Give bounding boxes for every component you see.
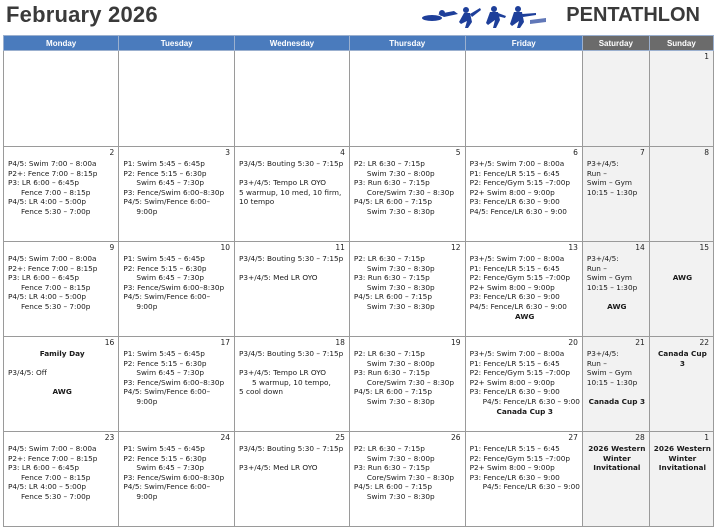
- event-line: P3: Run 6:30 – 7:15p: [353, 368, 430, 378]
- event-line: Swim 7:30 – 8:30p: [366, 263, 435, 273]
- event-line: P4/5: LR 6:00 – 7:15p: [353, 387, 432, 397]
- day-cell[interactable]: [349, 242, 465, 337]
- event-line: Run –: [586, 358, 607, 368]
- event-line: 5 warmup, 10 med, 10 firm,: [239, 187, 342, 197]
- day-number: 6: [573, 148, 578, 157]
- event-line: P2+ Swim 8:00 – 9:00p: [469, 187, 555, 197]
- event-line: P2+ Swim 8:00 – 9:00p: [469, 463, 555, 473]
- event-line: Swim 6:45 – 7:30p: [136, 273, 205, 283]
- event-line: P3/4/5: Off: [8, 368, 47, 378]
- day-cell[interactable]: [465, 337, 582, 432]
- day-events: [466, 242, 582, 321]
- event-line: P2: Fence 5:15 – 6:30p: [123, 453, 207, 463]
- event-line: [239, 454, 347, 464]
- event-line: [239, 264, 347, 274]
- day-cell[interactable]: [465, 147, 582, 242]
- day-cell[interactable]: [465, 51, 582, 147]
- event-line: [587, 292, 647, 302]
- event-line: 10:15 – 1:30p: [586, 377, 638, 387]
- day-cell[interactable]: [649, 51, 713, 147]
- event-line: P4/5: LR 4:00 – 5:00p: [8, 197, 87, 207]
- day-number: 19: [451, 338, 461, 347]
- event-line: P3: Fence/Swim 6:00–8:30p: [123, 187, 225, 197]
- day-cell[interactable]: [582, 242, 649, 337]
- event-line: P3: Fence/LR 6:30 – 9:00: [469, 387, 560, 397]
- week-row: [4, 337, 714, 432]
- day-number: 1: [704, 52, 709, 61]
- day-events: [235, 337, 349, 397]
- event-line: P1: Fence/LR 5:15 – 6:45: [469, 444, 560, 453]
- day-cell[interactable]: [649, 337, 713, 432]
- event-highlight: Canada Cup: [657, 349, 707, 358]
- event-line: P2: LR 6:30 – 7:15p: [353, 254, 425, 263]
- event-line: P4/5: Swim/Fence 6:00–: [123, 292, 211, 302]
- day-number: 28: [635, 433, 645, 442]
- event-line: P4/5: LR 4:00 – 5:00p: [8, 292, 87, 302]
- day-events: [350, 51, 465, 63]
- event-highlight: AWG: [52, 387, 72, 397]
- event-line: Swim – Gym: [586, 273, 632, 283]
- day-events: [4, 337, 118, 397]
- day-cell[interactable]: [235, 147, 350, 242]
- day-cell[interactable]: [465, 432, 582, 527]
- event-line: P3+/4/5:: [586, 159, 619, 168]
- day-number: 15: [699, 243, 709, 252]
- event-line: P2: Fence/Gym 5:15 –7:00p: [469, 368, 571, 378]
- event-line: 9:00p: [136, 491, 158, 501]
- event-line: P4/5: Swim 7:00 – 8:00a: [8, 254, 97, 263]
- day-events: [119, 432, 234, 502]
- day-number: 20: [568, 338, 578, 347]
- day-events: [235, 147, 349, 207]
- event-line: P3+/4/5: Med LR OYO: [239, 273, 318, 283]
- day-number: 24: [220, 433, 231, 442]
- day-events: [119, 147, 234, 217]
- day-events: [4, 432, 118, 502]
- event-line: P1: Swim 5:45 – 6:45p: [123, 254, 205, 263]
- calendar-title: February 2026: [6, 2, 158, 27]
- day-cell[interactable]: [349, 147, 465, 242]
- event-line: Swim 7:30 – 8:30p: [366, 301, 435, 311]
- event-line: Swim – Gym: [586, 368, 632, 378]
- event-line: P2+: Fence 7:00 – 8:15p: [8, 453, 98, 463]
- event-highlight: Winter: [668, 453, 697, 463]
- day-number: 14: [635, 243, 645, 252]
- day-events: [235, 242, 349, 283]
- event-line: P4/5: Fence/LR 6:30 – 9:00: [469, 301, 567, 311]
- event-highlight: AWG: [515, 311, 535, 321]
- event-line: Core/Swim 7:30 – 8:30p: [366, 472, 454, 482]
- day-events: [350, 432, 465, 502]
- day-number: 13: [568, 243, 578, 252]
- weekday-header: Wednesday: [235, 36, 350, 51]
- day-number: 23: [104, 433, 115, 442]
- event-line: P2: Fence/Gym 5:15 –7:00p: [469, 273, 571, 283]
- event-line: P3/4/5: Bouting 5:30 – 7:15p: [239, 254, 344, 263]
- event-line: [239, 359, 347, 369]
- event-highlight: 2026 Western: [653, 444, 711, 453]
- event-line: P3+/4/5: Tempo LR OYO: [239, 178, 326, 188]
- event-line: P3: Run 6:30 – 7:15p: [353, 463, 430, 473]
- event-line: P3+/4/5: Tempo LR OYO: [239, 368, 326, 378]
- event-line: P4/5: LR 4:00 – 5:00p: [8, 482, 87, 492]
- pentathlon-athletes-logo: [420, 2, 548, 30]
- event-line: Core/Swim 7:30 – 8:30p: [366, 377, 454, 387]
- event-line: Fence 7:00 – 8:15p: [21, 187, 91, 197]
- day-number: 7: [640, 148, 645, 157]
- event-line: P4/5: LR 6:00 – 7:15p: [353, 482, 432, 492]
- event-line: Fence 5:30 – 7:00p: [21, 491, 91, 501]
- day-number: 4: [340, 148, 345, 157]
- event-line: 9:00p: [136, 206, 158, 216]
- event-line: 10 tempo: [239, 197, 275, 207]
- day-cell[interactable]: [119, 147, 235, 242]
- event-line: P3+/4/5: Med LR OYO: [239, 463, 318, 473]
- event-line: P3/4/5: Bouting 5:30 – 7:15p: [239, 444, 344, 453]
- event-line: 10:15 – 1:30p: [586, 282, 638, 292]
- event-line: P3: Fence/Swim 6:00–8:30p: [123, 282, 225, 292]
- event-line: P2: LR 6:30 – 7:15p: [353, 349, 425, 358]
- event-line: P3: Run 6:30 – 7:15p: [353, 273, 430, 283]
- day-events: [235, 51, 349, 63]
- event-line: P2+: Fence 7:00 – 8:15p: [8, 168, 98, 178]
- day-cell[interactable]: [235, 337, 350, 432]
- event-line: Swim 6:45 – 7:30p: [136, 463, 205, 473]
- event-line: P4/5: Swim 7:00 – 8:00a: [8, 444, 97, 453]
- event-line: Core/Swim 7:30 – 8:30p: [366, 187, 454, 197]
- day-number: 12: [451, 243, 461, 252]
- weekday-header: Monday: [4, 36, 119, 51]
- day-cell[interactable]: [4, 147, 119, 242]
- weekday-header: Friday: [465, 36, 582, 51]
- event-line: P1: Swim 5:45 – 6:45p: [123, 159, 205, 168]
- day-cell[interactable]: [119, 51, 235, 147]
- day-cell[interactable]: [119, 432, 235, 527]
- day-cell[interactable]: [582, 432, 649, 527]
- event-highlight: Canada Cup 3: [496, 406, 553, 416]
- day-cell[interactable]: [235, 51, 350, 147]
- event-line: P1: Fence/LR 5:15 – 6:45: [469, 168, 560, 178]
- event-line: Fence 7:00 – 8:15p: [21, 282, 91, 292]
- event-line: 5 cool down: [239, 387, 283, 397]
- day-events: [583, 242, 649, 312]
- day-events: [466, 147, 582, 217]
- event-highlight: AWG: [607, 301, 627, 311]
- event-highlight: Winter: [602, 453, 631, 463]
- day-cell[interactable]: [349, 432, 465, 527]
- event-line: [8, 359, 116, 369]
- event-line: P3: Fence/LR 6:30 – 9:00: [469, 472, 560, 482]
- event-line: P2+ Swim 8:00 – 9:00p: [469, 377, 555, 387]
- event-line: P2: Fence/Gym 5:15 –7:00p: [469, 178, 571, 188]
- event-line: Fence 7:00 – 8:15p: [21, 472, 91, 482]
- day-events: [119, 51, 234, 63]
- day-cell[interactable]: [582, 147, 649, 242]
- event-highlight: Invitational: [658, 463, 706, 473]
- day-cell[interactable]: [119, 337, 235, 432]
- calendar-body: [4, 51, 714, 527]
- day-events: [4, 242, 118, 312]
- event-line: P1: Fence/LR 5:15 – 6:45: [469, 358, 560, 368]
- day-events: [583, 51, 649, 63]
- week-row: [4, 147, 714, 242]
- day-number: 2: [109, 148, 115, 157]
- event-line: [654, 264, 711, 274]
- event-line: P3/4/5: Bouting 5:30 – 7:15p: [239, 159, 344, 168]
- event-line: Fence 5:30 – 7:00p: [21, 206, 91, 216]
- day-number: 26: [451, 433, 461, 442]
- event-line: Swim 7:30 – 8:30p: [366, 396, 435, 406]
- weekday-header: Sunday: [649, 36, 713, 51]
- event-line: Swim – Gym: [586, 178, 632, 188]
- day-cell[interactable]: [235, 242, 350, 337]
- day-events: [350, 242, 465, 312]
- day-number: 22: [699, 338, 709, 347]
- event-line: P2: Fence 5:15 – 6:30p: [123, 263, 207, 273]
- week-row: [4, 242, 714, 337]
- event-line: Swim 7:30 – 8:30p: [366, 491, 435, 501]
- event-line: P2+ Swim 8:00 – 9:00p: [469, 282, 555, 292]
- weekday-header: Thursday: [349, 36, 465, 51]
- event-line: P4/5: LR 6:00 – 7:15p: [353, 292, 432, 302]
- event-line: Swim 7:30 – 8:30p: [366, 282, 435, 292]
- event-line: P3: Fence/LR 6:30 – 9:00: [469, 292, 560, 302]
- event-line: P4/5: Swim 7:00 – 8:00a: [8, 159, 97, 168]
- day-cell[interactable]: [349, 51, 465, 147]
- week-row: [4, 51, 714, 147]
- event-line: [8, 378, 116, 388]
- day-events: [4, 147, 118, 217]
- day-events: [350, 337, 465, 407]
- event-line: Swim 7:30 – 8:00p: [366, 358, 435, 368]
- event-line: P4/5: Fence/LR 6:30 – 9:00: [482, 396, 580, 406]
- event-line: P3/4/5: Bouting 5:30 – 7:15p: [239, 349, 344, 358]
- event-line: P2+: Fence 7:00 – 8:15p: [8, 263, 98, 273]
- day-events: [466, 337, 582, 416]
- day-number: 17: [220, 338, 231, 347]
- event-line: P2: Fence 5:15 – 6:30p: [123, 358, 207, 368]
- day-number: 1: [704, 433, 709, 442]
- event-line: P4/5: Swim/Fence 6:00–: [123, 197, 211, 207]
- event-line: P4/5: LR 6:00 – 7:15p: [353, 197, 432, 207]
- event-highlight: AWG: [672, 273, 693, 283]
- event-line: 9:00p: [136, 396, 158, 406]
- event-line: Run –: [586, 263, 607, 273]
- day-cell[interactable]: [649, 242, 713, 337]
- event-line: P2: Fence/Gym 5:15 –7:00p: [469, 453, 571, 463]
- event-highlight: 2026 Western: [588, 444, 646, 453]
- event-line: P1: Fence/LR 5:15 – 6:45: [469, 263, 560, 273]
- day-number: 10: [220, 243, 231, 252]
- event-line: P3: Run 6:30 – 7:15p: [353, 178, 430, 188]
- event-line: P3: LR 6:00 – 6:45p: [8, 178, 79, 188]
- event-line: P3: Fence/Swim 6:00–8:30p: [123, 472, 225, 482]
- event-line: P3: Fence/Swim 6:00–8:30p: [123, 377, 225, 387]
- day-cell[interactable]: [4, 51, 119, 147]
- weekday-header-row: [4, 36, 714, 51]
- day-cell[interactable]: [4, 242, 119, 337]
- day-number: 16: [104, 338, 115, 347]
- event-line: P3+/5: Swim 7:00 – 8:00a: [469, 159, 565, 168]
- day-cell[interactable]: [649, 432, 713, 527]
- day-cell[interactable]: [235, 432, 350, 527]
- event-line: [587, 387, 647, 397]
- event-line: [239, 169, 347, 179]
- day-cell[interactable]: [4, 337, 119, 432]
- day-events: [466, 51, 582, 63]
- day-number: 9: [109, 243, 115, 252]
- day-events: [235, 432, 349, 473]
- event-line: P1: Swim 5:45 – 6:45p: [123, 444, 205, 453]
- event-line: [654, 254, 711, 264]
- event-line: P3: LR 6:00 – 6:45p: [8, 463, 79, 473]
- event-line: P1: Swim 5:45 – 6:45p: [123, 349, 205, 358]
- week-row: [4, 432, 714, 527]
- event-line: Run –: [586, 168, 607, 178]
- day-events: [119, 242, 234, 312]
- event-line: 10:15 – 1:30p: [586, 187, 638, 197]
- brand-name: PENTATHLON: [566, 4, 700, 26]
- event-line: Swim 7:30 – 8:00p: [366, 168, 435, 178]
- day-number: 11: [335, 243, 345, 252]
- event-line: P3+/5: Swim 7:00 – 8:00a: [469, 349, 565, 358]
- event-line: P3+/5: Swim 7:00 – 8:00a: [469, 254, 565, 263]
- event-line: Fence 5:30 – 7:00p: [21, 301, 91, 311]
- weekday-header: Tuesday: [119, 36, 235, 51]
- day-cell[interactable]: [582, 337, 649, 432]
- event-line: P3: LR 6:00 – 6:45p: [8, 273, 79, 283]
- event-line: P3+/4/5:: [586, 349, 619, 358]
- event-line: P4/5: Fence/LR 6:30 – 9:00: [469, 206, 567, 216]
- month-calendar: [3, 35, 714, 527]
- event-highlight: 3: [679, 358, 685, 368]
- event-line: P2: LR 6:30 – 7:15p: [353, 444, 425, 453]
- event-line: P3+/4/5:: [586, 254, 619, 263]
- event-line: P4/5: Swim/Fence 6:00–: [123, 387, 211, 397]
- day-number: 21: [635, 338, 645, 347]
- event-line: P4/5: Fence/LR 6:30 – 9:00: [482, 482, 580, 492]
- event-line: P3: Fence/LR 6:30 – 9:00: [469, 197, 560, 207]
- event-line: Swim 7:30 – 8:00p: [366, 453, 435, 463]
- day-events: [583, 337, 649, 407]
- day-number: 5: [455, 148, 461, 157]
- event-highlight: Canada Cup 3: [588, 396, 646, 406]
- event-highlight: Invitational: [593, 463, 641, 473]
- day-number: 25: [335, 433, 345, 442]
- weekday-header: Saturday: [582, 36, 649, 51]
- day-events: [119, 337, 234, 407]
- day-cell[interactable]: [582, 51, 649, 147]
- day-number: 3: [225, 148, 231, 157]
- event-line: P2: Fence 5:15 – 6:30p: [123, 168, 207, 178]
- day-cell[interactable]: [119, 242, 235, 337]
- event-highlight: Family Day: [39, 349, 85, 358]
- day-events: [583, 147, 649, 197]
- event-line: Swim 6:45 – 7:30p: [136, 178, 205, 188]
- day-number: 8: [704, 148, 709, 157]
- day-number: 18: [335, 338, 345, 347]
- day-cell[interactable]: [349, 337, 465, 432]
- event-line: Swim 6:45 – 7:30p: [136, 368, 205, 378]
- day-number: 27: [568, 433, 578, 442]
- event-line: 9:00p: [136, 301, 158, 311]
- day-events: [4, 51, 118, 63]
- day-cell[interactable]: [4, 432, 119, 527]
- event-line: 5 warmup, 10 tempo,: [252, 377, 331, 387]
- day-events: [350, 147, 465, 217]
- day-cell[interactable]: [465, 242, 582, 337]
- event-line: P2: LR 6:30 – 7:15p: [353, 159, 425, 168]
- day-cell[interactable]: [649, 147, 713, 242]
- event-line: Swim 7:30 – 8:30p: [366, 206, 435, 216]
- event-line: P4/5: Swim/Fence 6:00–: [123, 482, 211, 492]
- day-events: [466, 432, 582, 492]
